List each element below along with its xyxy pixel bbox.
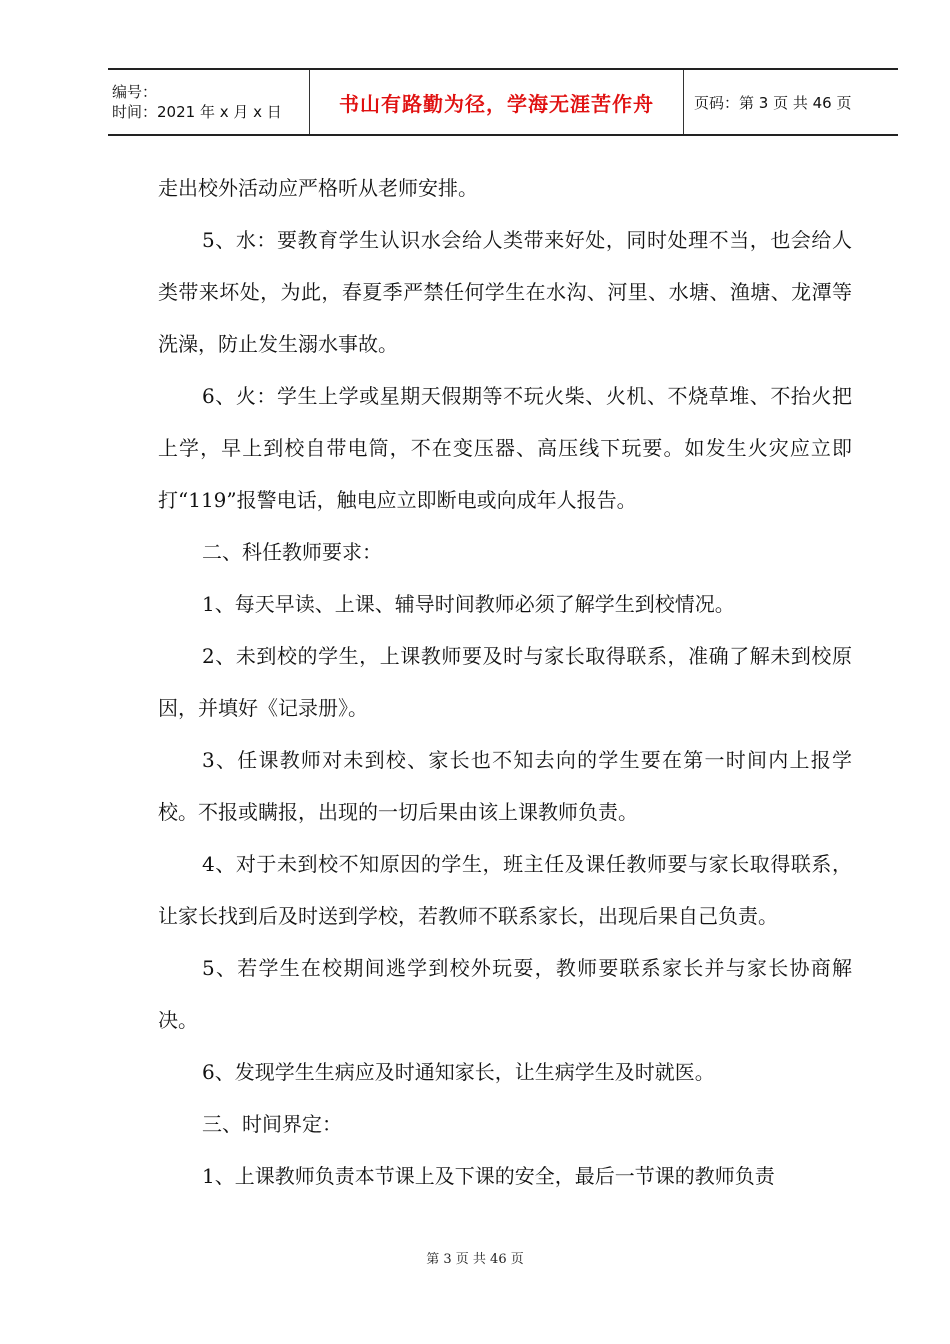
paragraph: 3、任课教师对未到校、家长也不知去向的学生要在第一时间内上报学校。不报或瞒报，出现的一切后果由该上课教师负责。	[158, 748, 852, 824]
header-meta	[108, 70, 310, 134]
header-page-info: 页码：第 3 页 共 46 页	[694, 93, 852, 112]
paragraph: 2、未到校的学生，上课教师要及时与家长取得联系，准确了解未到校原因，并填好《记录册》。	[158, 644, 852, 720]
paragraph: 4、对于未到校不知原因的学生，班主任及课任教师要与家长取得联系，让家长找到后及时送到学校，若教师不联系家长，出现后果自己负责。	[158, 852, 852, 928]
paragraph: 5、若学生在校期间逃学到校外玩耍，教师要联系家长并与家长协商解决。	[158, 956, 852, 1032]
section-heading: 三、时间界定：	[202, 1112, 342, 1136]
paragraph: 1、每天早读、上课、辅导时间教师必须了解学生到校情况。	[202, 592, 735, 616]
paragraph: 1、上课教师负责本节课上及下课的安全，最后一节课的教师负责	[202, 1164, 775, 1188]
section-heading: 二、科任教师要求：	[202, 540, 382, 564]
document-header	[108, 68, 898, 136]
document-number-label: 编号：	[112, 83, 158, 101]
document-date-label: 时间：2021 年 x 月 x 日	[112, 103, 282, 121]
header-motto: 书山有路勤为径，学海无涯苦作舟	[310, 70, 684, 134]
document-body	[158, 162, 852, 1202]
paragraph: 走出校外活动应严格听从老师安排。	[158, 176, 478, 200]
paragraph: 6、发现学生生病应及时通知家长，让生病学生及时就医。	[202, 1060, 715, 1084]
paragraph: 5、水：要教育学生认识水会给人类带来好处，同时处理不当，也会给人类带来坏处，为此，春夏季严禁任何学生在水沟、河里、水塘、渔塘、龙潭等洗澡，防止发生溺水事故。	[158, 228, 852, 356]
paragraph: 6、火：学生上学或星期天假期等不玩火柴、火机、不烧草堆、不抬火把上学，早上到校自带电筒，不在变压器、高压线下玩要。如发生火灾应立即打“119”报警电话，触电应立即断电或向成年人报告。	[158, 384, 852, 512]
page-footer: 第 3 页 共 46 页	[426, 1252, 524, 1267]
